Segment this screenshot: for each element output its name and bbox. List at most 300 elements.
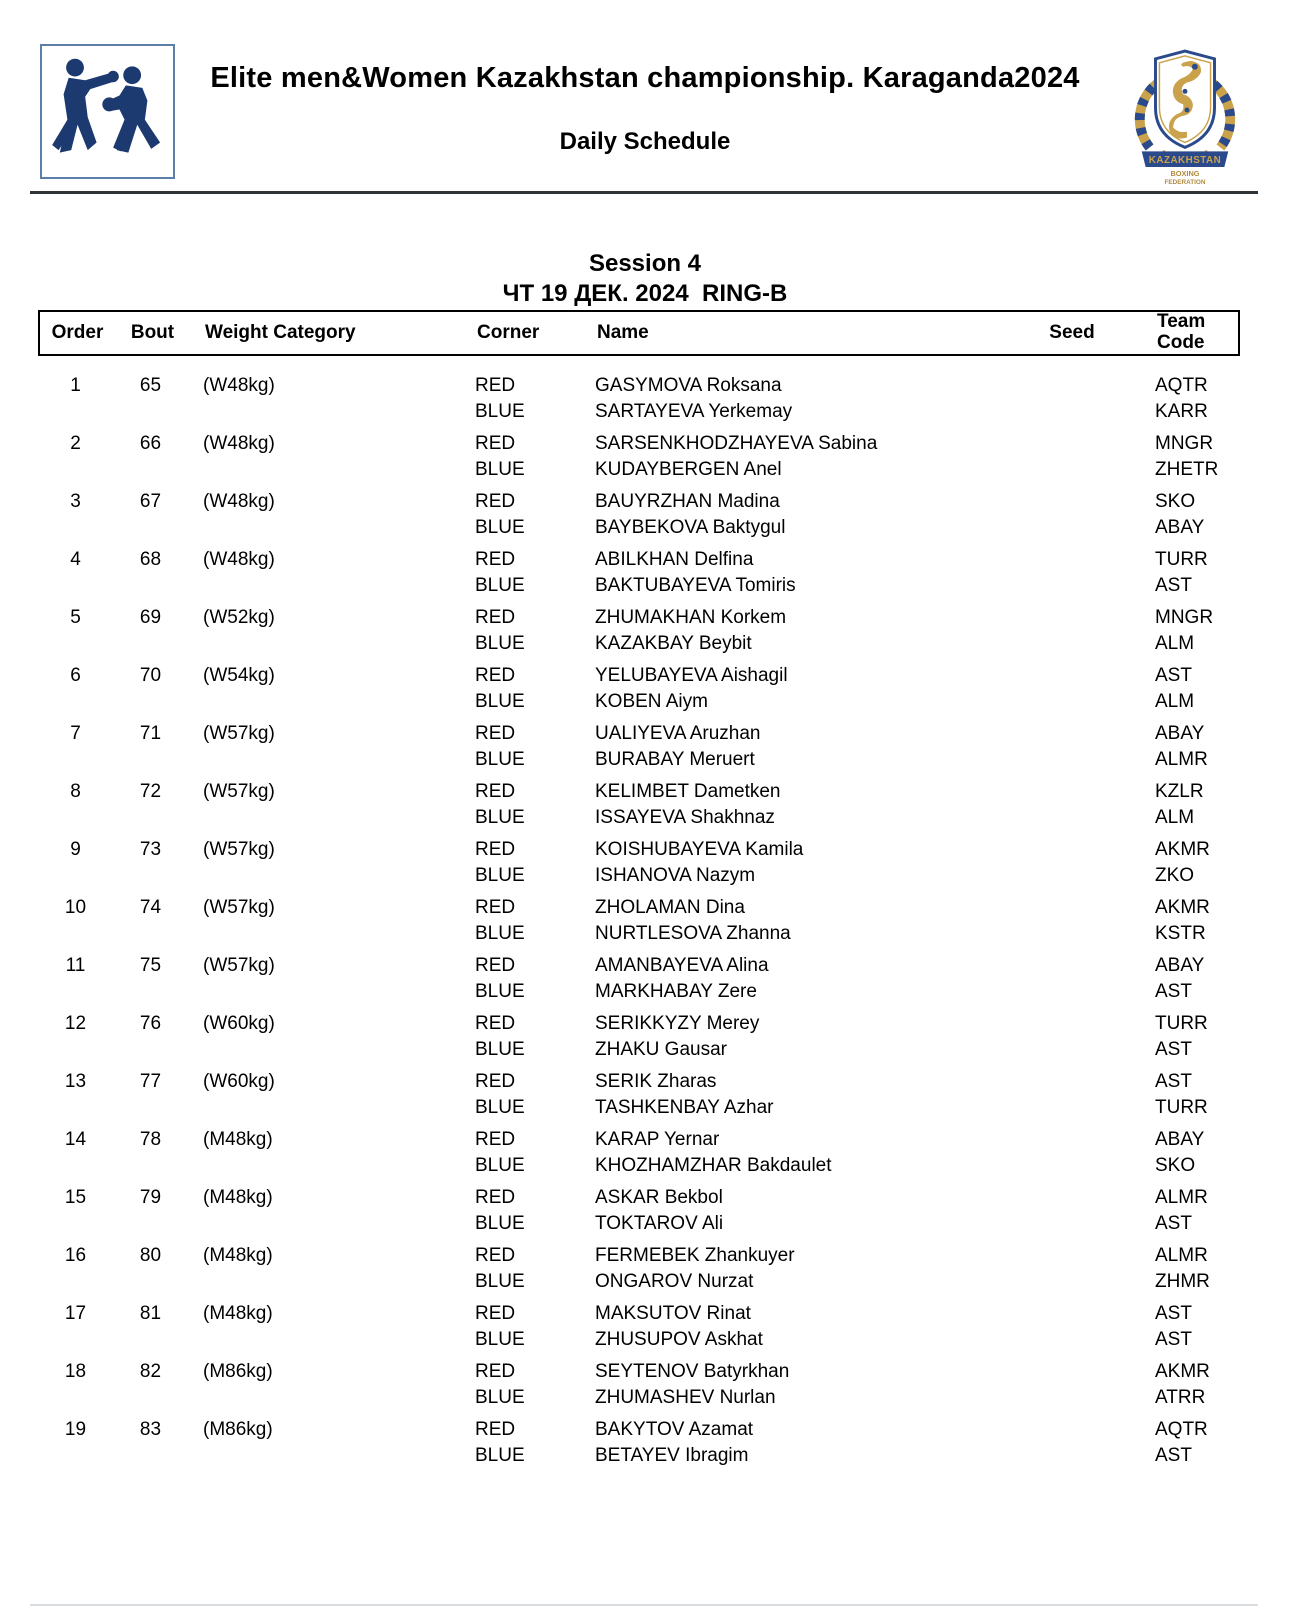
bout-weight-category: (W48kg) <box>203 549 275 570</box>
schedule-table <box>38 310 1240 1475</box>
table-header-row <box>38 310 1240 356</box>
bout-seed-cell <box>1000 1127 1140 1179</box>
red-corner-label: RED <box>475 665 516 686</box>
bout-row <box>38 779 1240 831</box>
bout-order: 4 <box>70 549 81 570</box>
red-team-code: AKMR <box>1155 1361 1210 1382</box>
bout-number: 74 <box>139 897 162 918</box>
red-corner-label: RED <box>475 1187 516 1208</box>
bout-number: 68 <box>139 549 162 570</box>
bout-name-cell <box>580 1069 1000 1121</box>
red-seed <box>1000 547 1140 573</box>
blue-corner-label: BLUE <box>475 865 525 886</box>
bout-number: 76 <box>139 1013 162 1034</box>
col-header-team-code: Team Code <box>1157 311 1206 353</box>
bout-order: 19 <box>64 1419 87 1440</box>
red-boxer-name: AMANBAYEVA Alina <box>595 955 769 976</box>
red-corner-label: RED <box>475 839 516 860</box>
red-seed <box>1000 1243 1140 1269</box>
blue-seed <box>1000 979 1140 1005</box>
bout-corner-cell <box>460 1069 580 1121</box>
blue-boxer-name: BURABAY Meruert <box>595 749 755 770</box>
blue-team-code: ZKO <box>1155 865 1195 886</box>
bout-corner-cell <box>460 1301 580 1353</box>
red-boxer-name: UALIYEVA Aruzhan <box>595 723 761 744</box>
red-team-code: ABAY <box>1155 1129 1205 1150</box>
blue-boxer-name: ISHANOVA Nazym <box>595 865 756 886</box>
red-corner-label: RED <box>475 1071 516 1092</box>
blue-seed <box>1000 1211 1140 1237</box>
bout-seed-cell <box>1000 547 1140 599</box>
bout-number: 69 <box>139 607 162 628</box>
red-team-code: ALMR <box>1155 1245 1208 1266</box>
blue-seed <box>1000 457 1140 483</box>
bout-name-cell <box>580 895 1000 947</box>
bout-corner-cell <box>460 373 580 425</box>
blue-team-code: SKO <box>1155 1155 1196 1176</box>
red-boxer-name: KARAP Yernar <box>595 1129 720 1150</box>
blue-boxer-name: ZHUSUPOV Askhat <box>595 1329 763 1350</box>
bout-team-cell <box>1140 1301 1240 1353</box>
bout-corner-cell <box>460 779 580 831</box>
blue-boxer-name: ZHUMASHEV Nurlan <box>595 1387 776 1408</box>
bout-team-cell <box>1140 953 1240 1005</box>
red-team-code: SKO <box>1155 491 1196 512</box>
bout-weight-category: (W48kg) <box>203 433 275 454</box>
bout-seed-cell <box>1000 605 1140 657</box>
bout-name-cell <box>580 663 1000 715</box>
blue-team-code: ALMR <box>1155 749 1208 770</box>
bout-weight-category: (M48kg) <box>203 1129 273 1150</box>
boxers-icon <box>42 46 169 173</box>
bout-name-cell <box>580 547 1000 599</box>
red-boxer-name: GASYMOVA Roksana <box>595 375 782 396</box>
bout-order: 1 <box>70 375 81 396</box>
red-boxer-name: YELUBAYEVA Aishagil <box>595 665 788 686</box>
bout-number: 82 <box>139 1361 162 1382</box>
bout-team-cell <box>1140 1069 1240 1121</box>
bout-team-cell <box>1140 1359 1240 1411</box>
blue-team-code: AST <box>1155 1445 1192 1466</box>
blue-boxer-name: BAYBEKOVA Baktygul <box>595 517 786 538</box>
blue-boxer-name: SARTAYEVA Yerkemay <box>595 401 793 422</box>
bout-team-cell <box>1140 1417 1240 1469</box>
blue-seed <box>1000 689 1140 715</box>
blue-team-code: ALM <box>1155 633 1195 654</box>
blue-corner-label: BLUE <box>475 1155 525 1176</box>
col-header-order: Order <box>51 322 104 343</box>
blue-boxer-name: TOKTAROV Ali <box>595 1213 724 1234</box>
red-seed <box>1000 1417 1140 1443</box>
bout-number: 75 <box>139 955 162 976</box>
red-boxer-name: SERIK Zharas <box>595 1071 717 1092</box>
blue-boxer-name: BETAYEV Ibragim <box>595 1445 749 1466</box>
bout-row <box>38 1301 1240 1353</box>
bout-corner-cell <box>460 895 580 947</box>
bout-weight-category: (W60kg) <box>203 1013 275 1034</box>
blue-seed <box>1000 1095 1140 1121</box>
page-title: Elite men&Women Kazakhstan championship. Karaganda2024 <box>210 62 1080 94</box>
blue-corner-label: BLUE <box>475 575 525 596</box>
blue-corner-label: BLUE <box>475 459 525 480</box>
bout-seed-cell <box>1000 1185 1140 1237</box>
bout-name-cell <box>580 837 1000 889</box>
red-seed <box>1000 1127 1140 1153</box>
bout-corner-cell <box>460 1359 580 1411</box>
blue-seed <box>1000 863 1140 889</box>
bout-order: 12 <box>64 1013 87 1034</box>
red-corner-label: RED <box>475 375 516 396</box>
red-seed <box>1000 373 1140 399</box>
blue-corner-label: BLUE <box>475 1271 525 1292</box>
bout-team-cell <box>1140 1127 1240 1179</box>
bout-order: 9 <box>70 839 81 860</box>
blue-seed <box>1000 399 1140 425</box>
bout-name-cell <box>580 489 1000 541</box>
federation-federation-text: FEDERATION <box>1164 178 1206 186</box>
bout-order: 13 <box>64 1071 87 1092</box>
bout-name-cell <box>580 779 1000 831</box>
bout-team-cell <box>1140 1011 1240 1063</box>
red-corner-label: RED <box>475 723 516 744</box>
bout-number: 77 <box>139 1071 162 1092</box>
col-header-bout: Bout <box>130 322 175 343</box>
bout-corner-cell <box>460 1185 580 1237</box>
page-subtitle: Daily Schedule <box>559 128 731 155</box>
bout-name-cell <box>580 1011 1000 1063</box>
bout-row <box>38 547 1240 599</box>
bout-team-cell <box>1140 489 1240 541</box>
bout-weight-category: (M48kg) <box>203 1303 273 1324</box>
red-team-code: ABAY <box>1155 955 1205 976</box>
red-seed <box>1000 1069 1140 1095</box>
bout-row <box>38 373 1240 425</box>
blue-seed <box>1000 1037 1140 1063</box>
blue-corner-label: BLUE <box>475 1097 525 1118</box>
bout-seed-cell <box>1000 1069 1140 1121</box>
red-corner-label: RED <box>475 433 516 454</box>
red-seed <box>1000 605 1140 631</box>
bout-name-cell <box>580 721 1000 773</box>
bout-weight-category: (M48kg) <box>203 1245 273 1266</box>
bout-seed-cell <box>1000 837 1140 889</box>
blue-seed <box>1000 921 1140 947</box>
blue-corner-label: BLUE <box>475 749 525 770</box>
bout-order: 2 <box>70 433 81 454</box>
bout-corner-cell <box>460 1417 580 1469</box>
blue-team-code: ALM <box>1155 807 1195 828</box>
blue-corner-label: BLUE <box>475 1039 525 1060</box>
blue-corner-label: BLUE <box>475 1329 525 1350</box>
red-team-code: TURR <box>1155 1013 1208 1034</box>
red-boxer-name: MAKSUTOV Rinat <box>595 1303 751 1324</box>
bout-weight-category: (M86kg) <box>203 1361 273 1382</box>
blue-corner-label: BLUE <box>475 691 525 712</box>
red-boxer-name: FERMEBEK Zhankuyer <box>595 1245 795 1266</box>
bout-corner-cell <box>460 1127 580 1179</box>
red-team-code: ABAY <box>1155 723 1205 744</box>
bout-weight-category: (M86kg) <box>203 1419 273 1440</box>
bout-team-cell <box>1140 721 1240 773</box>
red-seed <box>1000 837 1140 863</box>
blue-team-code: AST <box>1155 1329 1192 1350</box>
bout-corner-cell <box>460 721 580 773</box>
bout-team-cell <box>1140 431 1240 483</box>
bout-row <box>38 1359 1240 1411</box>
red-seed <box>1000 663 1140 689</box>
red-seed <box>1000 721 1140 747</box>
bout-weight-category: (W60kg) <box>203 1071 275 1092</box>
page-footer-divider <box>30 1604 1258 1606</box>
bout-seed-cell <box>1000 431 1140 483</box>
bout-order: 7 <box>70 723 81 744</box>
bout-row <box>38 837 1240 889</box>
bout-seed-cell <box>1000 1301 1140 1353</box>
kazakhstan-boxing-federation-logo <box>1126 36 1244 186</box>
bout-weight-category: (W57kg) <box>203 723 275 744</box>
bout-team-cell <box>1140 605 1240 657</box>
red-team-code: AST <box>1155 1071 1192 1092</box>
bout-row <box>38 431 1240 483</box>
bout-seed-cell <box>1000 1011 1140 1063</box>
red-boxer-name: SARSENKHODZHAYEVA Sabina <box>595 433 878 454</box>
bout-corner-cell <box>460 605 580 657</box>
blue-team-code: AST <box>1155 1213 1192 1234</box>
blue-team-code: ATRR <box>1155 1387 1206 1408</box>
bout-name-cell <box>580 1359 1000 1411</box>
bout-order: 5 <box>70 607 81 628</box>
bout-number: 83 <box>139 1419 162 1440</box>
bout-seed-cell <box>1000 779 1140 831</box>
blue-team-code: KSTR <box>1155 923 1206 944</box>
red-corner-label: RED <box>475 1361 516 1382</box>
bout-number: 66 <box>139 433 162 454</box>
bout-name-cell <box>580 1417 1000 1469</box>
red-seed <box>1000 779 1140 805</box>
bout-weight-category: (W48kg) <box>203 491 275 512</box>
bout-name-cell <box>580 1185 1000 1237</box>
bout-weight-category: (W54kg) <box>203 665 275 686</box>
blue-team-code: ABAY <box>1155 517 1205 538</box>
bout-weight-category: (W57kg) <box>203 955 275 976</box>
bout-seed-cell <box>1000 895 1140 947</box>
bout-number: 72 <box>139 781 162 802</box>
bout-seed-cell <box>1000 1243 1140 1295</box>
col-header-name: Name <box>597 322 649 343</box>
bout-row <box>38 721 1240 773</box>
blue-seed <box>1000 1153 1140 1179</box>
blue-corner-label: BLUE <box>475 401 525 422</box>
session-title: Session 4 <box>588 250 702 277</box>
bout-row <box>38 1127 1240 1179</box>
blue-boxer-name: KUDAYBERGEN Anel <box>595 459 782 480</box>
red-corner-label: RED <box>475 1013 516 1034</box>
red-team-code: AQTR <box>1155 1419 1208 1440</box>
red-team-code: KZLR <box>1155 781 1204 802</box>
red-team-code: AKMR <box>1155 897 1210 918</box>
red-boxer-name: SERIKKYZY Merey <box>595 1013 760 1034</box>
bout-number: 80 <box>139 1245 162 1266</box>
bout-row <box>38 605 1240 657</box>
bout-number: 78 <box>139 1129 162 1150</box>
red-team-code: MNGR <box>1155 607 1214 628</box>
blue-boxer-name: MARKHABAY Zere <box>595 981 757 1002</box>
bout-order: 16 <box>64 1245 87 1266</box>
blue-seed <box>1000 747 1140 773</box>
bout-row <box>38 1069 1240 1121</box>
red-corner-label: RED <box>475 607 516 628</box>
blue-team-code: ZHETR <box>1155 459 1219 480</box>
bout-number: 79 <box>139 1187 162 1208</box>
bout-corner-cell <box>460 431 580 483</box>
red-boxer-name: ABILKHAN Delfina <box>595 549 754 570</box>
red-team-code: AKMR <box>1155 839 1210 860</box>
bout-team-cell <box>1140 663 1240 715</box>
bout-number: 73 <box>139 839 162 860</box>
federation-banner-text: KAZAKHSTAN <box>1148 155 1222 167</box>
bout-weight-category: (W57kg) <box>203 897 275 918</box>
bout-team-cell <box>1140 1243 1240 1295</box>
blue-seed <box>1000 573 1140 599</box>
bout-rows <box>38 373 1240 1469</box>
bout-row <box>38 489 1240 541</box>
bout-corner-cell <box>460 953 580 1005</box>
red-corner-label: RED <box>475 1129 516 1150</box>
bout-corner-cell <box>460 1011 580 1063</box>
bout-seed-cell <box>1000 721 1140 773</box>
bout-order: 17 <box>64 1303 87 1324</box>
boxing-pictogram-box <box>40 44 175 179</box>
bout-name-cell <box>580 1127 1000 1179</box>
bout-name-cell <box>580 1301 1000 1353</box>
blue-boxer-name: TASHKENBAY Azhar <box>595 1097 774 1118</box>
blue-corner-label: BLUE <box>475 1445 525 1466</box>
blue-corner-label: BLUE <box>475 1387 525 1408</box>
blue-boxer-name: NURTLESOVA Zhanna <box>595 923 791 944</box>
bout-team-cell <box>1140 373 1240 425</box>
red-corner-label: RED <box>475 491 516 512</box>
blue-corner-label: BLUE <box>475 981 525 1002</box>
bout-team-cell <box>1140 837 1240 889</box>
red-corner-label: RED <box>475 1419 516 1440</box>
red-seed <box>1000 953 1140 979</box>
bout-row <box>38 1417 1240 1469</box>
blue-seed <box>1000 1443 1140 1469</box>
bout-name-cell <box>580 431 1000 483</box>
red-team-code: MNGR <box>1155 433 1214 454</box>
bout-seed-cell <box>1000 489 1140 541</box>
blue-seed <box>1000 1327 1140 1353</box>
bout-team-cell <box>1140 547 1240 599</box>
bout-corner-cell <box>460 663 580 715</box>
red-seed <box>1000 1011 1140 1037</box>
red-seed <box>1000 1185 1140 1211</box>
bout-name-cell <box>580 953 1000 1005</box>
col-header-seed: Seed <box>1049 322 1095 343</box>
blue-team-code: AST <box>1155 1039 1192 1060</box>
session-date-ring: ЧТ 19 ДЕК. 2024 RING-B <box>502 280 788 307</box>
blue-boxer-name: KHOZHAMZHAR Bakdaulet <box>595 1155 832 1176</box>
red-corner-label: RED <box>475 955 516 976</box>
bout-corner-cell <box>460 489 580 541</box>
bout-seed-cell <box>1000 953 1140 1005</box>
blue-corner-label: BLUE <box>475 517 525 538</box>
bout-name-cell <box>580 1243 1000 1295</box>
blue-corner-label: BLUE <box>475 807 525 828</box>
bout-row <box>38 953 1240 1005</box>
red-boxer-name: BAKYTOV Azamat <box>595 1419 754 1440</box>
red-seed <box>1000 489 1140 515</box>
bout-name-cell <box>580 373 1000 425</box>
bout-weight-category: (W52kg) <box>203 607 275 628</box>
red-team-code: ALMR <box>1155 1187 1208 1208</box>
red-seed <box>1000 1359 1140 1385</box>
blue-team-code: KARR <box>1155 401 1208 422</box>
federation-boxing-text: BOXING <box>1170 168 1200 178</box>
blue-boxer-name: BAKTUBAYEVA Tomiris <box>595 575 796 596</box>
bout-number: 81 <box>139 1303 162 1324</box>
red-team-code: AST <box>1155 665 1192 686</box>
bout-seed-cell <box>1000 373 1140 425</box>
red-boxer-name: KOISHUBAYEVA Kamila <box>595 839 804 860</box>
bout-number: 71 <box>139 723 162 744</box>
bout-team-cell <box>1140 895 1240 947</box>
col-header-weight-category: Weight Category <box>205 322 356 343</box>
col-header-corner: Corner <box>477 322 540 343</box>
bout-row <box>38 895 1240 947</box>
bout-row <box>38 1011 1240 1063</box>
blue-team-code: ALM <box>1155 691 1195 712</box>
blue-team-code: AST <box>1155 575 1192 596</box>
bout-seed-cell <box>1000 1417 1140 1469</box>
bout-order: 10 <box>64 897 87 918</box>
blue-corner-label: BLUE <box>475 923 525 944</box>
red-boxer-name: ASKAR Bekbol <box>595 1187 723 1208</box>
bout-row <box>38 663 1240 715</box>
red-corner-label: RED <box>475 897 516 918</box>
bout-order: 3 <box>70 491 81 512</box>
blue-boxer-name: KOBEN Aiym <box>595 691 708 712</box>
blue-team-code: ZHMR <box>1155 1271 1210 1292</box>
blue-team-code: AST <box>1155 981 1192 1002</box>
red-seed <box>1000 1301 1140 1327</box>
bout-seed-cell <box>1000 663 1140 715</box>
bout-order: 14 <box>64 1129 87 1150</box>
bout-number: 67 <box>139 491 162 512</box>
red-team-code: AQTR <box>1155 375 1208 396</box>
bout-team-cell <box>1140 779 1240 831</box>
red-corner-label: RED <box>475 549 516 570</box>
bout-name-cell <box>580 605 1000 657</box>
red-team-code: TURR <box>1155 549 1208 570</box>
blue-boxer-name: ZHAKU Gausar <box>595 1039 727 1060</box>
bout-order: 6 <box>70 665 81 686</box>
bout-seed-cell <box>1000 1359 1140 1411</box>
bout-corner-cell <box>460 1243 580 1295</box>
header-divider <box>30 191 1258 194</box>
bout-weight-category: (W57kg) <box>203 839 275 860</box>
bout-weight-category: (W57kg) <box>203 781 275 802</box>
blue-team-code: TURR <box>1155 1097 1208 1118</box>
red-boxer-name: SEYTENOV Batyrkhan <box>595 1361 790 1382</box>
red-seed <box>1000 431 1140 457</box>
blue-seed <box>1000 631 1140 657</box>
bout-number: 70 <box>139 665 162 686</box>
red-corner-label: RED <box>475 1245 516 1266</box>
bout-row <box>38 1185 1240 1237</box>
bout-order: 8 <box>70 781 81 802</box>
blue-seed <box>1000 1269 1140 1295</box>
